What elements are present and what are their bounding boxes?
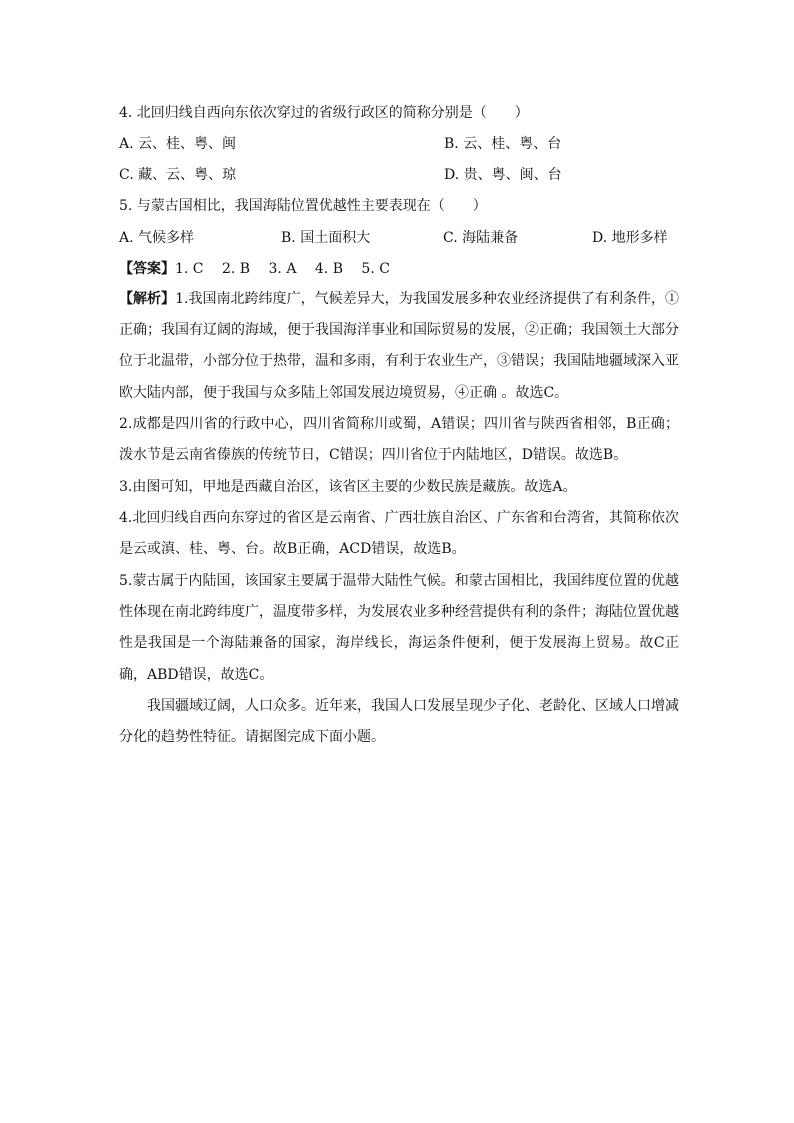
analysis-paragraph-5: 5.蒙古属于内陆国，该国家主要属于温带大陆性气候。和蒙古国相比，我国纬度位置的优越性体现在南北跨纬度广，温度带多样，为发展农业多种经营提供有利的条件；海陆位置优越性是我国是一个海陆兼备的国家，海岸线长，海运条件便利，便于发展海上贸易。故C正确，ABD错误，故选C。 xyxy=(119,573,679,683)
analysis-paragraph-2: 2.成都是四川省的行政中心，四川省简称川或蜀，A错误；四川省与陕西省相邻，B正确；泼水节是云南省傣族的传统节日，C错误；四川省位于内陆地区，D错误。故选B。 xyxy=(119,416,679,464)
analysis-text-1: 1.我国南北跨纬度广，气候差异大，为我国发展多种农业经济提供了有利条件，①正确；我国有辽阔的海域，便于我国海洋事业和国际贸易的发展，②正确；我国领土大部分位于北温带，小部分位于热带，温和多雨，有利于农业生产，③错误；我国陆地疆域深入亚欧大陆内部，便于我国与众多陆上邻国发展边境贸易，④正确 。故选C。 xyxy=(119,291,680,401)
question-4-option-d: D. 贵、粤、闽、台 xyxy=(444,167,562,183)
analysis-label: 【解析】 xyxy=(119,291,176,307)
question-5-option-d: D. 地形多样 xyxy=(592,230,668,246)
answer-label: 【答案】 xyxy=(119,261,175,277)
answer-line xyxy=(119,259,679,279)
answer-text: 1. C 2. B 3. A 4. B 5. C xyxy=(175,261,390,277)
analysis-paragraph-3: 3.由图可知，甲地是西藏自治区，该省区主要的少数民族是藏族。故选A。 xyxy=(119,479,577,495)
question-5-option-b: B. 国土面积大 xyxy=(281,230,371,246)
section-intro: 我国疆域辽阔，人口众多。近年来，我国人口发展呈现少子化、老龄化、区域人口增减分化的趋势性特征。请据图完成下面小题。 xyxy=(119,698,679,746)
question-4-option-a: A. 云、桂、粤、闽 xyxy=(119,136,237,152)
analysis-paragraph-1 xyxy=(119,284,679,409)
question-4-option-c: C. 藏、云、粤、琼 xyxy=(119,167,237,183)
analysis-paragraph-4: 4.北回归线自西向东穿过的省区是云南省、广西壮族自治区、广东省和台湾省，其简称依次是云或滇、桂、粤、台。故B正确，ACD错误，故选B。 xyxy=(119,510,679,558)
question-4-option-b: B. 云、桂、粤、台 xyxy=(444,136,562,152)
question-5-option-c: C. 海陆兼备 xyxy=(443,230,519,246)
question-5-stem: 5. 与蒙古国相比，我国海陆位置优越性主要表现在（ ） xyxy=(119,198,487,214)
question-5-option-a: A. 气候多样 xyxy=(119,230,195,246)
question-4-stem: 4. 北回归线自西向东依次穿过的省级行政区的简称分别是（ ） xyxy=(119,105,529,121)
